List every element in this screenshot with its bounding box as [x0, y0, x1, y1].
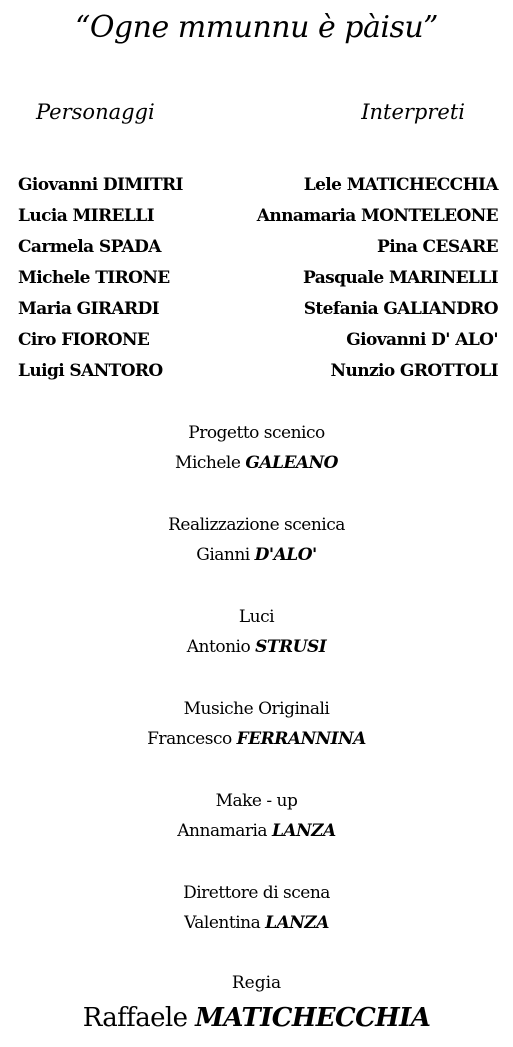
credit-role: Progetto scenico — [188, 423, 325, 443]
performers-header: Interpreti — [361, 100, 465, 124]
credit-first-name: Francesco — [147, 729, 232, 749]
cast-row — [18, 356, 498, 387]
performer-name: Nunzio GROTTOLI — [330, 361, 498, 381]
performer-name: Lele MATICHECCHIA — [303, 175, 498, 195]
director-credit — [0, 968, 513, 1038]
credit-first-name: Gianni — [196, 545, 250, 565]
credit-set-design — [0, 418, 513, 510]
credit-surname: STRUSI — [255, 637, 327, 657]
credit-surname: D'ALO' — [254, 545, 317, 565]
play-title: “Ogne mmunnu è pàisu” — [75, 10, 438, 45]
credit-first-name: Michele — [175, 453, 241, 473]
performer-name: Annamaria MONTELEONE — [256, 206, 498, 226]
character-name: Lucia MIRELLI — [18, 206, 154, 226]
character-name: Maria GIRARDI — [18, 299, 159, 319]
credit-person — [0, 632, 513, 662]
credit-first-name: Annamaria — [177, 821, 268, 841]
credit-role: Luci — [238, 607, 275, 627]
director-name — [0, 998, 513, 1038]
performer-name: Pina CESARE — [377, 237, 498, 257]
director-surname: MATICHECCHIA — [195, 1003, 431, 1033]
character-name: Luigi SANTORO — [18, 361, 163, 381]
cast-row — [18, 201, 498, 232]
credit-surname: GALEANO — [245, 453, 338, 473]
credit-music — [0, 694, 513, 786]
credit-surname: LANZA — [271, 821, 336, 841]
credit-surname: LANZA — [265, 913, 329, 933]
characters-header: Personaggi — [36, 100, 155, 124]
credit-role: Direttore di scena — [183, 883, 330, 903]
credit-role: Make - up — [215, 791, 298, 811]
credit-first-name: Antonio — [186, 637, 251, 657]
character-name: Michele TIRONE — [18, 268, 170, 288]
performer-name: Stefania GALIANDRO — [303, 299, 498, 319]
character-name: Carmela SPADA — [18, 237, 161, 257]
cast-row — [18, 232, 498, 263]
credit-lighting — [0, 602, 513, 694]
character-name: Giovanni DIMITRI — [18, 175, 183, 195]
performer-name: Pasquale MARINELLI — [302, 268, 498, 288]
cast-row — [18, 170, 498, 201]
cast-row — [18, 325, 498, 356]
credit-makeup — [0, 786, 513, 878]
character-name: Ciro FIORONE — [18, 330, 150, 350]
credit-person — [0, 816, 513, 846]
cast-row — [18, 263, 498, 294]
credit-role: Realizzazione scenica — [168, 515, 345, 535]
credit-person — [0, 908, 513, 938]
credit-stage-manager — [0, 878, 513, 970]
director-first-name: Raffaele — [82, 1003, 188, 1033]
credit-set-construction — [0, 510, 513, 602]
credit-surname: FERRANNINA — [236, 729, 366, 749]
credit-role: Musiche Originali — [183, 699, 330, 719]
credit-person — [0, 540, 513, 570]
credit-first-name: Valentina — [184, 913, 261, 933]
crew-credits — [0, 418, 513, 970]
cast-list — [18, 170, 498, 387]
performer-name: Giovanni D' ALO' — [346, 330, 498, 350]
cast-row — [18, 294, 498, 325]
director-role: Regia — [231, 973, 282, 993]
credit-person — [0, 448, 513, 478]
credit-person — [0, 724, 513, 754]
